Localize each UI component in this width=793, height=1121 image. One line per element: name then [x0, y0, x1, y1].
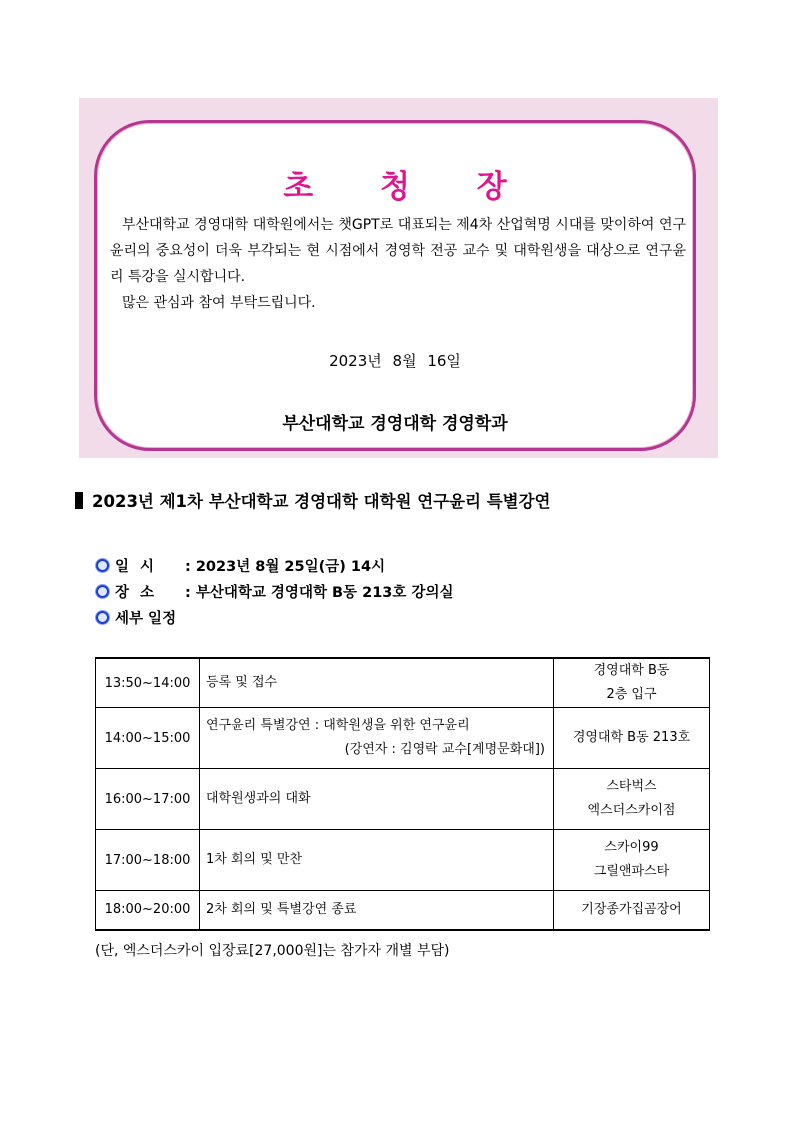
schedule-event: 2차 회의 및 특별강연 종료: [200, 891, 554, 930]
table-row: [96, 708, 710, 769]
info-value-date: : 2023년 8월 25일(금) 14시: [185, 558, 386, 575]
info-value-place: : 부산대학교 경영대학 B동 213호 강의실: [185, 584, 454, 601]
info-key-date: 일 시: [115, 558, 158, 575]
schedule-venue: [554, 658, 710, 708]
circle-bullet-icon: [96, 559, 109, 572]
table-row: [96, 891, 710, 930]
venue-line: 2층 입구: [606, 687, 657, 702]
schedule-time: 16:00~17:00: [96, 769, 200, 830]
info-key-schedule: 세부 일정: [115, 610, 177, 627]
invitation-body: [110, 212, 686, 316]
event-info-list: [96, 552, 453, 630]
info-key-place: 장 소: [115, 584, 158, 601]
square-marker-icon: [75, 492, 83, 509]
venue-line: 기장종가집곰장어: [581, 901, 682, 917]
section-heading: [75, 488, 550, 512]
schedule-venue: [554, 830, 710, 891]
invitation-panel: [79, 98, 718, 458]
schedule-time: 17:00~18:00: [96, 830, 200, 891]
invitation-frame: [94, 120, 696, 451]
schedule-venue: [554, 769, 710, 830]
circle-bullet-icon: [96, 611, 109, 624]
schedule-event: 1차 회의 및 만찬: [200, 830, 554, 891]
table-row: [96, 830, 710, 891]
table-row: [96, 658, 710, 708]
circle-bullet-icon: [96, 585, 109, 598]
event-title: 연구윤리 특별강연 : 대학원생을 위한 연구윤리: [206, 718, 470, 733]
venue-line: 그릴앤파스타: [593, 864, 670, 879]
info-row-date: [96, 552, 453, 578]
invitation-signature: 부산대학교 경영대학 경영학과: [282, 414, 508, 434]
venue-line: 경영대학 B동 213호: [572, 730, 691, 745]
table-row: [96, 769, 710, 830]
schedule-venue: [554, 708, 710, 769]
schedule-event: 등록 및 접수: [200, 658, 554, 708]
venue-line: 스타벅스: [606, 779, 657, 794]
schedule-time: 14:00~15:00: [96, 708, 200, 769]
invitation-title: 초 청 장: [283, 169, 535, 205]
schedule-time: 18:00~20:00: [96, 891, 200, 930]
schedule-event: 대학원생과의 대화: [200, 769, 554, 830]
venue-line: 경영대학 B동: [593, 663, 670, 678]
invitation-paragraph: 부산대학교 경영대학 대학원에서는 챗GPT로 대표되는 제4차 산업혁명 시대를 맞이하여 연구윤리의 중요성이 더욱 부각되는 현 시점에서 경영학 전공 교수 및 대학원생을 대상으로 연구윤리 특강을 실시합니다.: [110, 217, 686, 285]
invitation-date: 2023년 8월 16일: [329, 352, 461, 370]
invitation-paragraph: 많은 관심과 참여 부탁드립니다.: [122, 295, 316, 311]
venue-line: 스카이99: [604, 840, 659, 855]
schedule-event: [200, 708, 554, 769]
info-row-schedule: [96, 604, 453, 630]
schedule-time: 13:50~14:00: [96, 658, 200, 708]
schedule-table: [95, 657, 710, 931]
section-heading-text: 2023년 제1차 부산대학교 경영대학 대학원 연구윤리 특별강연: [92, 492, 551, 511]
venue-line: 엑스더스카이점: [587, 803, 676, 818]
event-lecturer: (강연자 : 김영락 교수[계명문화대]): [344, 742, 545, 757]
cost-note: (단, 엑스더스카이 입장료[27,000원]는 참가자 개별 부담): [95, 943, 450, 959]
info-row-place: [96, 578, 453, 604]
schedule-venue: [554, 891, 710, 930]
